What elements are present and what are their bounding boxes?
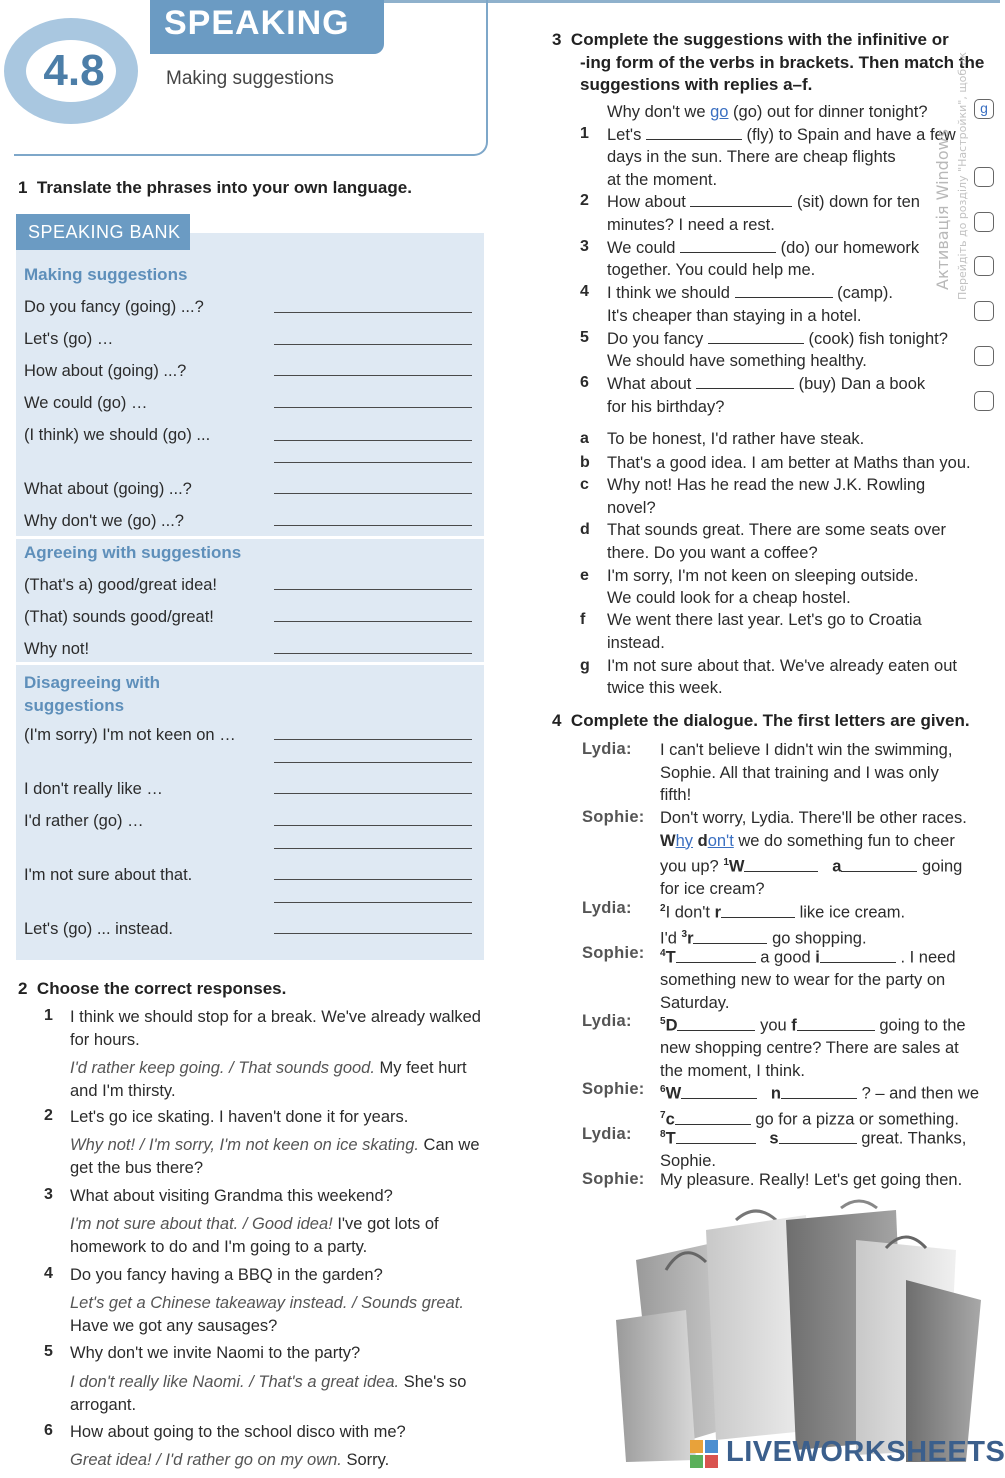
verb-gap[interactable] bbox=[680, 237, 776, 253]
lesson-subtitle: Making suggestions bbox=[166, 68, 334, 89]
bank-phrase: Why don't we (go) ...? bbox=[24, 512, 184, 530]
question-text: Do you fancy having a BBQ in the garden? bbox=[70, 1266, 383, 1284]
dialogue-line: $^4$T a good i . I need something new to wear for the party on Saturday. bbox=[660, 948, 956, 1012]
logo-text: LIVEWORKSHEETS bbox=[726, 1436, 1005, 1468]
question-number: 6 bbox=[44, 1422, 53, 1439]
translation-blank[interactable] bbox=[274, 793, 472, 794]
dialogue-gap[interactable] bbox=[841, 856, 917, 872]
match-answer-box[interactable] bbox=[974, 301, 994, 321]
reply-text: We could look for a cheap hostel. bbox=[607, 589, 851, 607]
translation-blank[interactable] bbox=[274, 344, 472, 345]
translation-blank[interactable] bbox=[274, 739, 472, 740]
logo-mark-icon bbox=[690, 1440, 718, 1468]
ex3-item: Let's (fly) to Spain and have a few bbox=[607, 126, 956, 144]
response-options[interactable]: I don't really like Naomi. / That's a great idea. She's so arrogant. bbox=[70, 1373, 467, 1414]
dialogue-line: My pleasure. Really! Let's get going then. bbox=[660, 1171, 963, 1189]
dialogue-gap[interactable] bbox=[681, 1083, 757, 1099]
dialogue-gap[interactable] bbox=[677, 1015, 755, 1031]
question-text: Let's go ice skating. I haven't done it for years. bbox=[70, 1108, 409, 1126]
dialogue-gap[interactable] bbox=[693, 928, 767, 944]
match-answer-box[interactable] bbox=[974, 212, 994, 232]
dialogue-line: $^2$I don't r like ice cream. I'd $^3$r go shopping. bbox=[660, 903, 906, 948]
dialogue-gap[interactable] bbox=[781, 1083, 857, 1099]
bank-heading-disagreeing: Disagreeing with suggestions bbox=[24, 673, 161, 715]
speaker-sophie: Sophie: bbox=[582, 944, 645, 962]
verb-gap[interactable] bbox=[646, 124, 742, 140]
dialogue-gap[interactable] bbox=[676, 1128, 756, 1144]
response-options[interactable]: Why not! / I'm sorry, I'm not keen on ice skating. Can we get the bus there? bbox=[70, 1136, 480, 1177]
dialogue-gap[interactable] bbox=[675, 1109, 751, 1125]
response-options[interactable]: Let's get a Chinese takeaway instead. / Sounds great. Have we got any sausages? bbox=[70, 1294, 464, 1335]
question-text: I think we should stop for a break. We've already walked for hours. bbox=[70, 1008, 481, 1049]
item-number: 2 bbox=[580, 192, 589, 209]
translation-blank[interactable] bbox=[274, 762, 472, 763]
response-options[interactable]: I'd rather keep going. / That sounds good. My feet hurt and I'm thirsty. bbox=[70, 1059, 467, 1100]
ex3-item: How about (sit) down for ten bbox=[607, 193, 920, 211]
question-text: Why don't we invite Naomi to the party? bbox=[70, 1344, 361, 1362]
dialogue-line: Don't worry, Lydia. There'll be other races. Why don't we do something fun to cheer you up? $^1$W a going for ice cream? bbox=[660, 809, 967, 898]
ex3-instruction: 3 Complete the suggestions with the infinitive or -ing form of the verbs in brackets. Then match the suggestions with replies a–f. bbox=[552, 30, 985, 94]
question-number: 4 bbox=[44, 1265, 53, 1282]
question-number: 1 bbox=[44, 1007, 53, 1024]
question-number: 2 bbox=[44, 1107, 53, 1124]
bank-phrase: I don't really like … bbox=[24, 780, 163, 798]
reply-text: Why not! Has he read the new J.K. Rowling bbox=[607, 476, 926, 494]
reply-text: I'm sorry, I'm not keen on sleeping outside. bbox=[607, 567, 919, 585]
dialogue-line: $^5$D you f going to the new shopping centre? There are sales at the moment, I think. bbox=[660, 1016, 966, 1080]
response-choice[interactable]: I don't really like Naomi. / That's a great idea. bbox=[70, 1373, 400, 1391]
speaker-sophie: Sophie: bbox=[582, 1170, 645, 1188]
response-options[interactable]: I'm not sure about that. / Good idea! I've got lots of homework to do and I'm going to a party. bbox=[70, 1215, 439, 1256]
speaker-lydia: Lydia: bbox=[582, 1012, 632, 1030]
response-choice[interactable]: I'm not sure about that. / Good idea! bbox=[70, 1215, 333, 1233]
dialogue-gap[interactable] bbox=[779, 1128, 857, 1144]
bank-phrase: What about (going) ...? bbox=[24, 480, 192, 498]
match-answer-box[interactable] bbox=[974, 167, 994, 187]
ex3-example: Why don't we go (go) out for dinner tonight? bbox=[607, 103, 928, 121]
match-answer-box[interactable] bbox=[974, 346, 994, 366]
question-number: 3 bbox=[44, 1186, 53, 1203]
watermark-line2: Перейдіть до розділу "Настройки", щоб ак bbox=[956, 51, 969, 300]
translation-blank[interactable] bbox=[274, 621, 472, 622]
ex1-instruction: 1 Translate the phrases into your own language. bbox=[18, 178, 412, 197]
reply-letter: f bbox=[580, 611, 586, 628]
ex3-item-line: days in the sun. There are cheap flights bbox=[607, 148, 896, 166]
match-answer-box[interactable]: g bbox=[974, 99, 994, 119]
speaker-sophie: Sophie: bbox=[582, 808, 645, 826]
bank-phrase: (I'm sorry) I'm not keen on … bbox=[24, 726, 236, 744]
translation-blank[interactable] bbox=[274, 902, 472, 903]
speaking-bank-title: SPEAKING BANK bbox=[16, 214, 190, 250]
reply-text: That sounds great. There are some seats over bbox=[607, 521, 947, 539]
translation-blank[interactable] bbox=[274, 493, 472, 494]
bank-phrase: Let's (go) ... instead. bbox=[24, 920, 173, 938]
reply-letter: a bbox=[580, 430, 589, 447]
item-number: 5 bbox=[580, 329, 589, 346]
lesson-number: 4.8 bbox=[43, 46, 105, 95]
translation-blank[interactable] bbox=[274, 525, 472, 526]
translation-blank[interactable] bbox=[274, 848, 472, 849]
bank-phrase: (I think) we should (go) ... bbox=[24, 426, 211, 444]
reply-letter: d bbox=[580, 521, 590, 538]
translation-blank[interactable] bbox=[274, 312, 472, 313]
bank-phrase: Why not! bbox=[24, 640, 90, 658]
item-number: 6 bbox=[580, 374, 589, 391]
bank-phrase: (That) sounds good/great! bbox=[24, 608, 214, 626]
response-choice[interactable]: I'd rather keep going. / That sounds good. bbox=[70, 1059, 375, 1077]
bank-heading-making: Making suggestions bbox=[24, 265, 188, 284]
ex3-item: What about (buy) Dan a book bbox=[607, 375, 926, 393]
lesson-badge bbox=[4, 18, 138, 124]
speaker-lydia: Lydia: bbox=[582, 899, 632, 917]
bank-phrase: We could (go) … bbox=[24, 394, 148, 412]
dialogue-gap[interactable] bbox=[797, 1015, 875, 1031]
reply-text: I'm not sure about that. We've already eaten out bbox=[607, 657, 957, 675]
ex3-item-line: for his birthday? bbox=[607, 398, 725, 416]
dialogue-line: $^8$T s great. Thanks, Sophie. bbox=[660, 1129, 967, 1170]
ex3-item-line: together. You could help me. bbox=[607, 261, 816, 279]
question-number: 5 bbox=[44, 1343, 53, 1360]
ex3-item-line: minutes? I need a rest. bbox=[607, 216, 775, 234]
reply-text: instead. bbox=[607, 634, 665, 652]
bank-phrase: (That's a) good/great idea! bbox=[24, 576, 218, 594]
dialogue-gap[interactable] bbox=[744, 856, 818, 872]
bank-phrase: I'd rather (go) … bbox=[24, 812, 144, 830]
liveworksheets-logo bbox=[690, 1436, 1005, 1470]
ex3-item: We could (do) our homework bbox=[607, 239, 920, 257]
response-choice[interactable]: Why not! / I'm sorry, I'm not keen on ice skating. bbox=[70, 1136, 419, 1154]
reply-text: there. Do you want a coffee? bbox=[607, 544, 818, 562]
reply-letter: b bbox=[580, 454, 590, 471]
translation-blank[interactable] bbox=[274, 825, 472, 826]
section-title: SPEAKING bbox=[164, 4, 350, 42]
reply-text: novel? bbox=[607, 499, 656, 517]
match-answer-box[interactable] bbox=[974, 391, 994, 411]
response-options[interactable]: Great idea! / I'd rather go on my own. Sorry. bbox=[70, 1451, 390, 1469]
verb-gap[interactable] bbox=[708, 328, 804, 344]
item-number: 3 bbox=[580, 238, 589, 255]
verb-gap[interactable] bbox=[690, 191, 792, 207]
bank-phrase: How about (going) ...? bbox=[24, 362, 187, 380]
dialogue-gap[interactable] bbox=[721, 902, 795, 918]
response-choice[interactable]: Great idea! / I'd rather go on my own. bbox=[70, 1451, 342, 1469]
reply-letter: e bbox=[580, 567, 589, 584]
translation-blank[interactable] bbox=[274, 407, 472, 408]
ex3-item-line: It's cheaper than staying in a hotel. bbox=[607, 307, 862, 325]
ex4-instruction: 4 Complete the dialogue. The first letters are given. bbox=[552, 711, 970, 730]
speaker-lydia: Lydia: bbox=[582, 740, 632, 758]
item-number: 4 bbox=[580, 283, 589, 300]
question-text: How about going to the school disco with me? bbox=[70, 1423, 406, 1441]
ex3-item: Do you fancy (cook) fish tonight? bbox=[607, 330, 948, 348]
reply-text: twice this week. bbox=[607, 679, 723, 697]
reply-letter: c bbox=[580, 476, 589, 493]
translation-blank[interactable] bbox=[274, 933, 472, 934]
dialogue-line: I can't believe I didn't win the swimming, Sophie. All that training and I was only fifth! bbox=[660, 741, 953, 804]
speaker-lydia: Lydia: bbox=[582, 1125, 632, 1143]
translation-blank[interactable] bbox=[274, 440, 472, 441]
bank-heading-agreeing: Agreeing with suggestions bbox=[24, 543, 242, 562]
match-answer-box[interactable] bbox=[974, 256, 994, 276]
dialogue-gap[interactable] bbox=[676, 947, 756, 963]
verb-gap[interactable] bbox=[735, 282, 833, 298]
ex3-item-line: We should have something healthy. bbox=[607, 352, 867, 370]
ex3-item: I think we should (camp). bbox=[607, 284, 894, 302]
reply-text: We went there last year. Let's go to Croatia bbox=[607, 611, 922, 629]
dialogue-gap[interactable] bbox=[820, 947, 896, 963]
translation-blank[interactable] bbox=[274, 589, 472, 590]
item-number: 1 bbox=[580, 125, 589, 142]
response-choice[interactable]: Let's get a Chinese takeaway instead. / Sounds great. bbox=[70, 1294, 464, 1312]
ex3-item-line: at the moment. bbox=[607, 171, 718, 189]
activation-watermark bbox=[933, 0, 974, 300]
section-tab bbox=[150, 0, 384, 54]
bank-phrase: I'm not sure about that. bbox=[24, 866, 193, 884]
reply-text: To be honest, I'd rather have steak. bbox=[607, 430, 865, 448]
translation-blank[interactable] bbox=[274, 462, 472, 463]
bank-phrase: Do you fancy (going) ...? bbox=[24, 298, 204, 316]
reply-letter: g bbox=[580, 657, 590, 674]
speaker-sophie: Sophie: bbox=[582, 1080, 645, 1098]
reply-text: That's a good idea. I am better at Maths than you. bbox=[607, 454, 971, 472]
dialogue-line: $^6$W n ? – and then we $^7$c go for a pizza or something. bbox=[660, 1084, 980, 1129]
translation-blank[interactable] bbox=[274, 653, 472, 654]
translation-blank[interactable] bbox=[274, 879, 472, 880]
verb-gap[interactable] bbox=[696, 373, 794, 389]
question-text: What about visiting Grandma this weekend? bbox=[70, 1187, 393, 1205]
shopping-bags-image bbox=[606, 1200, 986, 1468]
bank-phrase: Let's (go) … bbox=[24, 330, 114, 348]
ex2-instruction: 2 Choose the correct responses. bbox=[18, 979, 287, 998]
translation-blank[interactable] bbox=[274, 375, 472, 376]
watermark-line1: Активація Windows bbox=[933, 128, 952, 290]
